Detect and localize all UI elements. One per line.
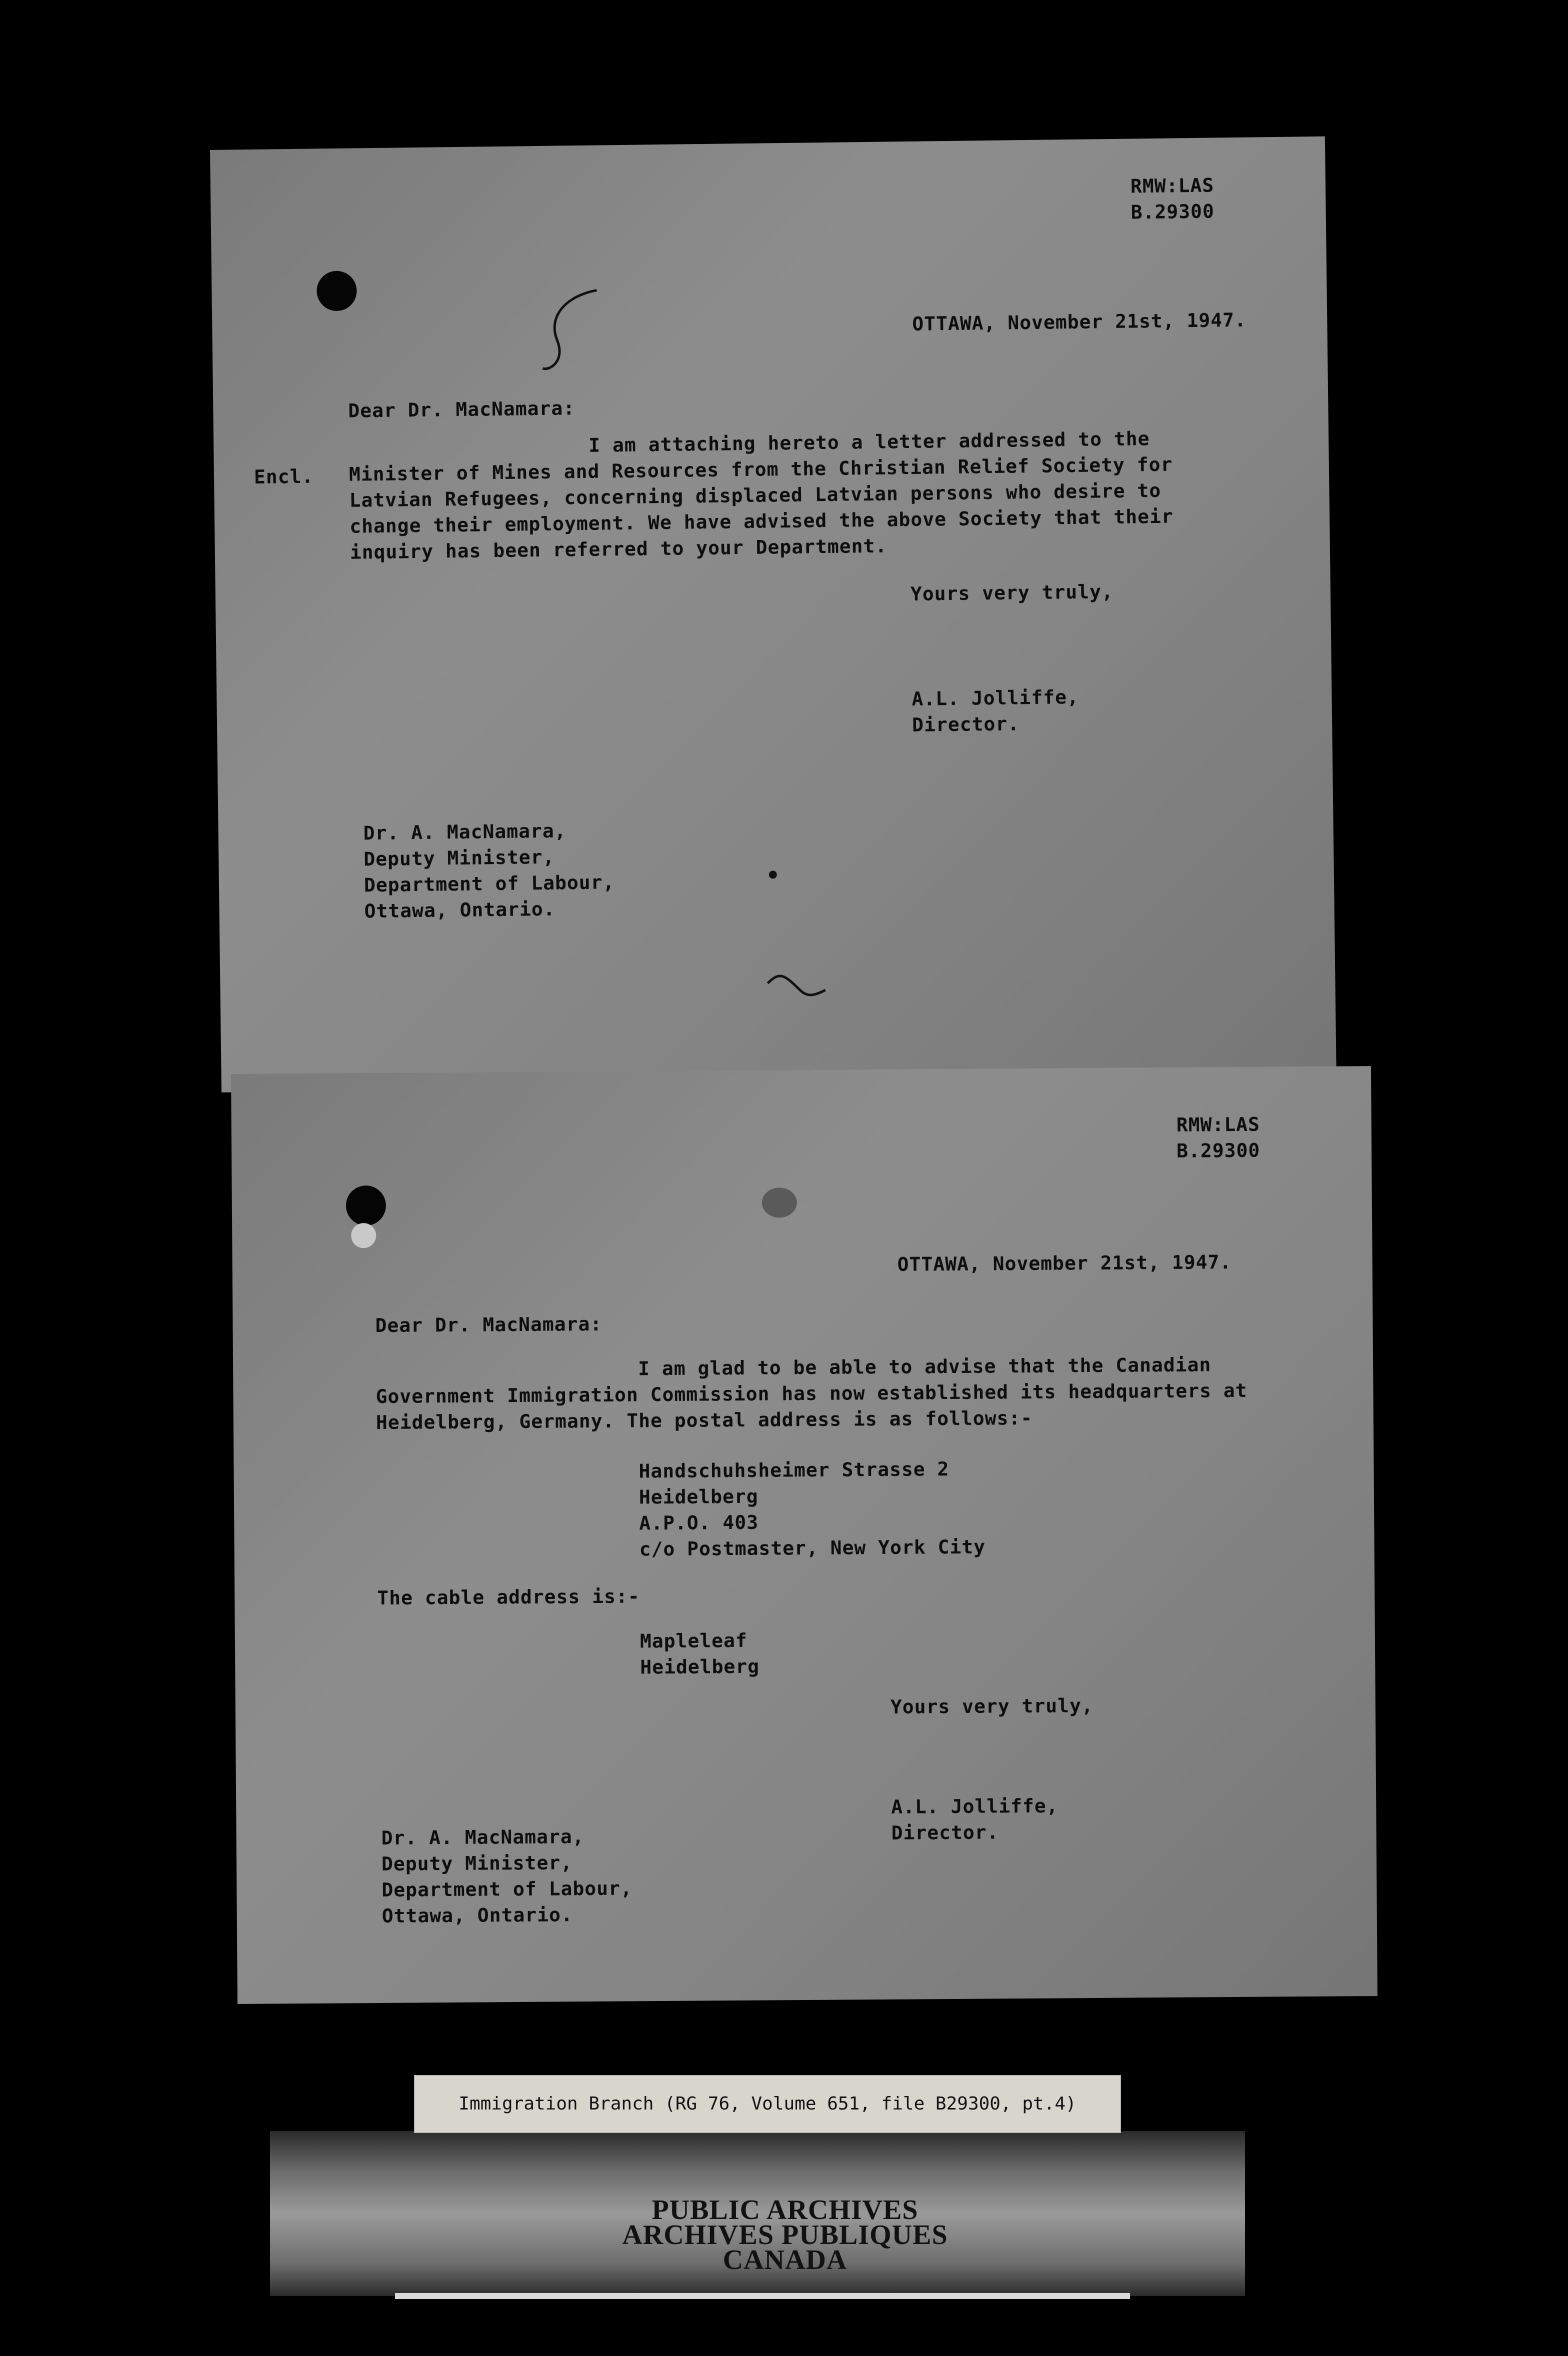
body-line: I am glad to be able to advise that the Canadian [638, 1354, 1212, 1380]
cable-address-line: Mapleleaf [640, 1629, 748, 1652]
ink-dot [769, 870, 777, 878]
archives-stamp [590, 2194, 980, 2276]
letter-date: OTTAWA, November 21st, 1947. [897, 1251, 1232, 1276]
signer-name: A.L. Jolliffe, [891, 1794, 1058, 1818]
postal-address-line: Handschuhsheimer Strasse 2 [638, 1458, 950, 1482]
body-line: Minister of Mines and Resources from the Christian Relief Society for [348, 453, 1173, 486]
stamp-line: PUBLIC ARCHIVES [652, 2194, 918, 2226]
enclosure-note: Encl. [254, 465, 314, 488]
recipient-address-line: Ottawa, Ontario. [382, 1904, 573, 1927]
signer-title: Director. [891, 1821, 999, 1844]
cable-intro: The cable address is:- [377, 1585, 640, 1609]
pencil-mark [536, 280, 608, 381]
punch-hole [316, 270, 357, 311]
letter-2 [231, 1066, 1378, 2004]
stamp-line: CANADA [722, 2244, 848, 2276]
reference-initials: RMW:LAS [1130, 174, 1214, 198]
recipient-address-line: Dr. A. MacNamara, [381, 1826, 584, 1849]
recipient-address-line: Department of Labour, [364, 871, 615, 896]
punch-hole-shadow [351, 1223, 376, 1248]
postal-address-line: Heidelberg [638, 1485, 758, 1508]
postal-address-line: A.P.O. 403 [639, 1511, 759, 1534]
file-number: B.29300 [1130, 200, 1215, 224]
cable-address-line: Heidelberg [640, 1655, 760, 1678]
body-line: Heidelberg, Germany. The postal address is as follows:- [376, 1406, 1033, 1434]
archive-reference-label: Immigration Branch (RG 76, Volume 651, file B29300, pt.4) [414, 2075, 1121, 2133]
postal-address-line: c/o Postmaster, New York City [639, 1536, 986, 1560]
signer-title: Director. [912, 712, 1020, 736]
recipient-address-line: Ottawa, Ontario. [364, 898, 556, 922]
pencil-mark [765, 960, 830, 1006]
salutation: Dear Dr. MacNamara: [375, 1312, 602, 1336]
stamp-line: ARCHIVES PUBLIQUES [622, 2220, 948, 2250]
stain [762, 1188, 797, 1218]
reference-initials: RMW:LAS [1176, 1113, 1260, 1136]
recipient-address-line: Deputy Minister, [381, 1852, 573, 1875]
film-edge [395, 2293, 1130, 2299]
body-line: change their employment. We have advised the above Society that their [349, 505, 1174, 538]
body-line: I am attaching hereto a letter addressed to the [588, 428, 1150, 456]
closing: Yours very truly, [890, 1694, 1094, 1718]
file-number: B.29300 [1176, 1139, 1260, 1162]
recipient-address-line: Dr. A. MacNamara, [363, 820, 566, 844]
body-line: Latvian Refugees, concerning displaced Latvian persons who desire to [349, 479, 1162, 512]
recipient-address-line: Department of Labour, [382, 1877, 632, 1901]
punch-hole [346, 1186, 386, 1226]
recipient-address-line: Deputy Minister, [364, 846, 555, 870]
body-line: Government Immigration Commission has now established its headquarters at [376, 1379, 1248, 1408]
letter-1 [210, 136, 1336, 1092]
closing: Yours very truly, [910, 580, 1114, 605]
body-line: inquiry has been referred to your Department. [350, 534, 888, 564]
signer-name: A.L. Jolliffe, [912, 686, 1080, 710]
salutation: Dear Dr. MacNamara: [348, 397, 576, 422]
letter-date: OTTAWA, November 21st, 1947. [912, 308, 1247, 335]
